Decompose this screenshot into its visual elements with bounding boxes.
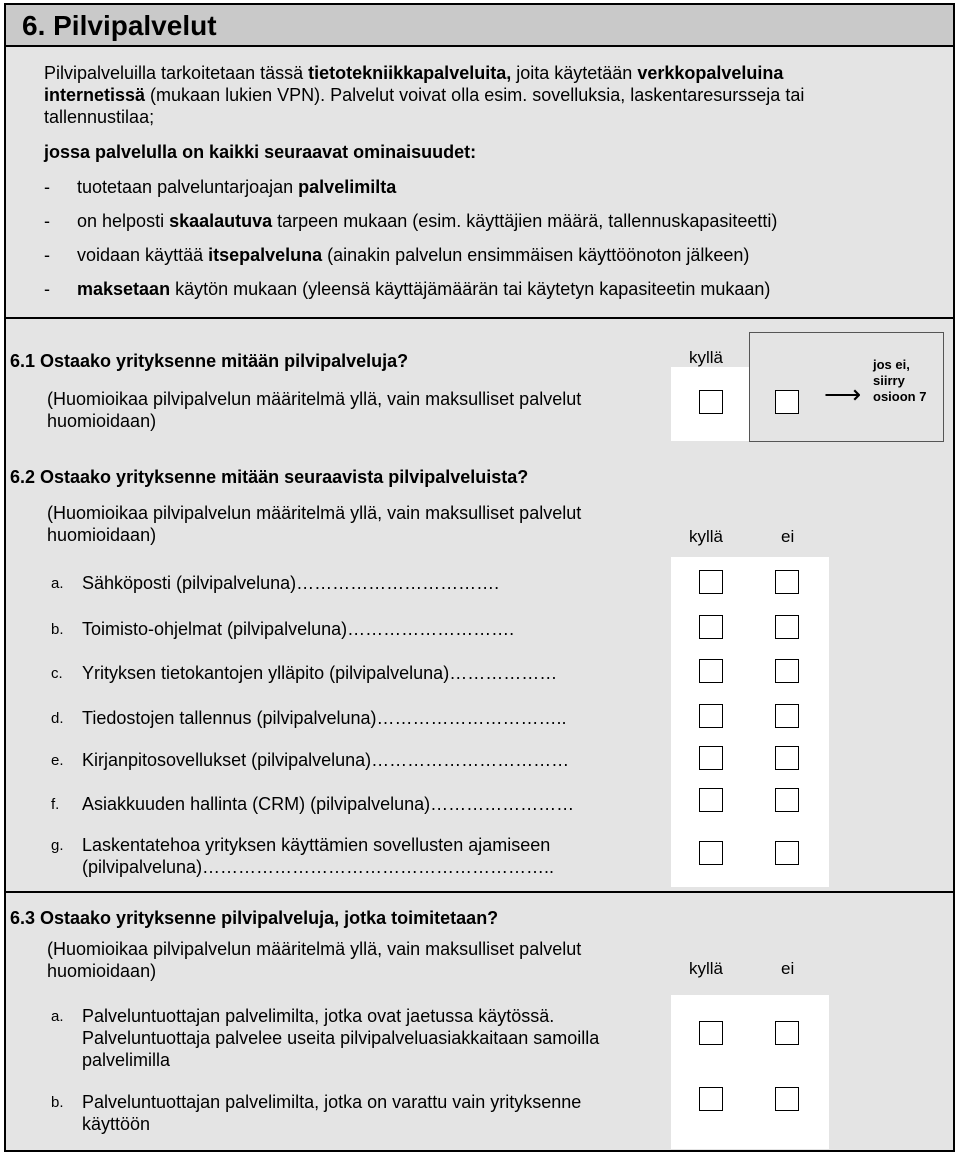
skip-text-3: osioon 7 bbox=[873, 389, 927, 404]
no-column-label: ei bbox=[781, 527, 795, 546]
q62-item-g-label-2: (pilvipalveluna)………………………………………………….. bbox=[82, 857, 555, 877]
q61-title: 6.1 Ostaako yrityksenne mitään pilvipalveluja? bbox=[10, 351, 409, 371]
yes-column-label: kyllä bbox=[689, 527, 724, 546]
q62-item-b-label: Toimisto-ohjelmat (pilvipalveluna)………………………. bbox=[82, 619, 515, 639]
q62-title: 6.2 Ostaako yrityksenne mitään seuraavista pilvipalveluista? bbox=[10, 467, 529, 487]
intro-line-1: Pilvipalveluilla tarkoitetaan tässä tietotekniikkapalveluita, joita käytetään verkkopalveluina bbox=[44, 63, 784, 83]
q62-d-yes-checkbox[interactable] bbox=[699, 704, 723, 728]
item-letter: b. bbox=[51, 621, 64, 638]
q62-a-no-checkbox[interactable] bbox=[775, 570, 799, 594]
intro-line-3: tallennustilaa; bbox=[44, 107, 155, 127]
q62-e-no-checkbox[interactable] bbox=[775, 746, 799, 770]
q63-note-1: (Huomioikaa pilvipalvelun määritelmä yllä, vain maksulliset palvelut bbox=[47, 939, 582, 959]
item-letter: d. bbox=[51, 710, 64, 727]
bullet-2: on helposti skaalautuva tarpeen mukaan (esim. käyttäjien määrä, tallennuskapasiteetti) bbox=[77, 211, 778, 231]
intro-definition bbox=[6, 47, 953, 319]
q62-f-no-checkbox[interactable] bbox=[775, 788, 799, 812]
bullet-dash: - bbox=[44, 245, 50, 265]
q61-note-1: (Huomioikaa pilvipalvelun määritelmä yllä, vain maksulliset palvelut bbox=[47, 389, 582, 409]
bullet-dash: - bbox=[44, 279, 50, 299]
q63-b-yes-checkbox[interactable] bbox=[699, 1087, 723, 1111]
q62-item-a-label: Sähköposti (pilvipalveluna)……………………………. bbox=[82, 573, 500, 593]
q63-b-no-checkbox[interactable] bbox=[775, 1087, 799, 1111]
q62-b-no-checkbox[interactable] bbox=[775, 615, 799, 639]
q63-item-b-label-2: käyttöön bbox=[82, 1114, 151, 1134]
divider bbox=[6, 891, 953, 893]
q61-yes-checkbox[interactable] bbox=[699, 390, 723, 414]
bullet-dash: - bbox=[44, 177, 50, 197]
q63-item-a-label-2: Palveluntuottaja palvelee useita pilvipalveluasiakkaitaan samoilla bbox=[82, 1028, 600, 1048]
q63-a-no-checkbox[interactable] bbox=[775, 1021, 799, 1045]
item-letter: b. bbox=[51, 1094, 64, 1111]
intro-criteria-heading: jossa palvelulla on kaikki seuraavat ominaisuudet: bbox=[44, 142, 477, 162]
q63-item-b-label: Palveluntuottajan palvelimilta, jotka on varattu vain yrityksenne bbox=[82, 1092, 582, 1112]
q63-item-a-label-3: palvelimilla bbox=[82, 1050, 171, 1070]
survey-page bbox=[4, 3, 955, 1152]
q63-title: 6.3 Ostaako yrityksenne pilvipalveluja, jotka toimitetaan? bbox=[10, 908, 499, 928]
q62-item-f-label: Asiakkuuden hallinta (CRM) (pilvipalveluna)…………………… bbox=[82, 794, 575, 814]
yes-column-label: kyllä bbox=[689, 959, 724, 978]
q61-no-checkbox[interactable] bbox=[775, 390, 799, 414]
q62-note-2: huomioidaan) bbox=[47, 525, 157, 545]
arrow-right-icon: ⟶ bbox=[824, 379, 862, 409]
q62-c-yes-checkbox[interactable] bbox=[699, 659, 723, 683]
item-letter: a. bbox=[51, 1008, 64, 1025]
section-title: 6. Pilvipalvelut bbox=[22, 10, 217, 41]
item-letter: g. bbox=[51, 837, 64, 854]
item-letter: c. bbox=[51, 665, 63, 682]
no-column-label: ei bbox=[781, 959, 795, 978]
q63-note-2: huomioidaan) bbox=[47, 961, 157, 981]
q62-b-yes-checkbox[interactable] bbox=[699, 615, 723, 639]
q62-g-yes-checkbox[interactable] bbox=[699, 841, 723, 865]
q63-a-yes-checkbox[interactable] bbox=[699, 1021, 723, 1045]
q62-d-no-checkbox[interactable] bbox=[775, 704, 799, 728]
q62-f-yes-checkbox[interactable] bbox=[699, 788, 723, 812]
q62-a-yes-checkbox[interactable] bbox=[699, 570, 723, 594]
answer-panel-6-2 bbox=[671, 557, 829, 887]
skip-text-1: jos ei, bbox=[873, 357, 910, 372]
yes-column-label: kyllä bbox=[689, 348, 724, 367]
q62-item-d-label: Tiedostojen tallennus (pilvipalveluna)………………………….. bbox=[82, 708, 567, 728]
q62-g-no-checkbox[interactable] bbox=[775, 841, 799, 865]
q62-item-e-label: Kirjanpitosovellukset (pilvipalveluna)…………………………… bbox=[82, 750, 570, 770]
q62-c-no-checkbox[interactable] bbox=[775, 659, 799, 683]
bullet-1: tuotetaan palveluntarjoajan palvelimilta bbox=[77, 177, 397, 197]
item-letter: e. bbox=[51, 752, 64, 769]
item-letter: f. bbox=[51, 796, 60, 813]
q62-item-g-label: Laskentatehoa yrityksen käyttämien sovellusten ajamiseen bbox=[82, 835, 551, 855]
q62-note-1: (Huomioikaa pilvipalvelun määritelmä yllä, vain maksulliset palvelut bbox=[47, 503, 582, 523]
bullet-4: maksetaan käytön mukaan (yleensä käyttäjämäärän tai käytetyn kapasiteetin mukaan) bbox=[77, 279, 771, 299]
bullet-3: voidaan käyttää itsepalveluna (ainakin palvelun ensimmäisen käyttöönoton jälkeen) bbox=[77, 245, 750, 265]
q63-item-a-label: Palveluntuottajan palvelimilta, jotka ovat jaetussa käytössä. bbox=[82, 1006, 555, 1026]
answer-panel-6-3 bbox=[671, 995, 829, 1149]
bullet-dash: - bbox=[44, 211, 50, 231]
q62-item-c-label: Yrityksen tietokantojen ylläpito (pilvipalveluna)……………… bbox=[82, 663, 558, 683]
q61-note-2: huomioidaan) bbox=[47, 411, 157, 431]
q62-e-yes-checkbox[interactable] bbox=[699, 746, 723, 770]
section-header bbox=[6, 5, 953, 47]
item-letter: a. bbox=[51, 575, 64, 592]
skip-text-2: siirry bbox=[873, 373, 905, 388]
intro-line-2: internetissä (mukaan lukien VPN). Palvelut voivat olla esim. sovelluksia, laskentaresursseja tai bbox=[44, 85, 805, 105]
